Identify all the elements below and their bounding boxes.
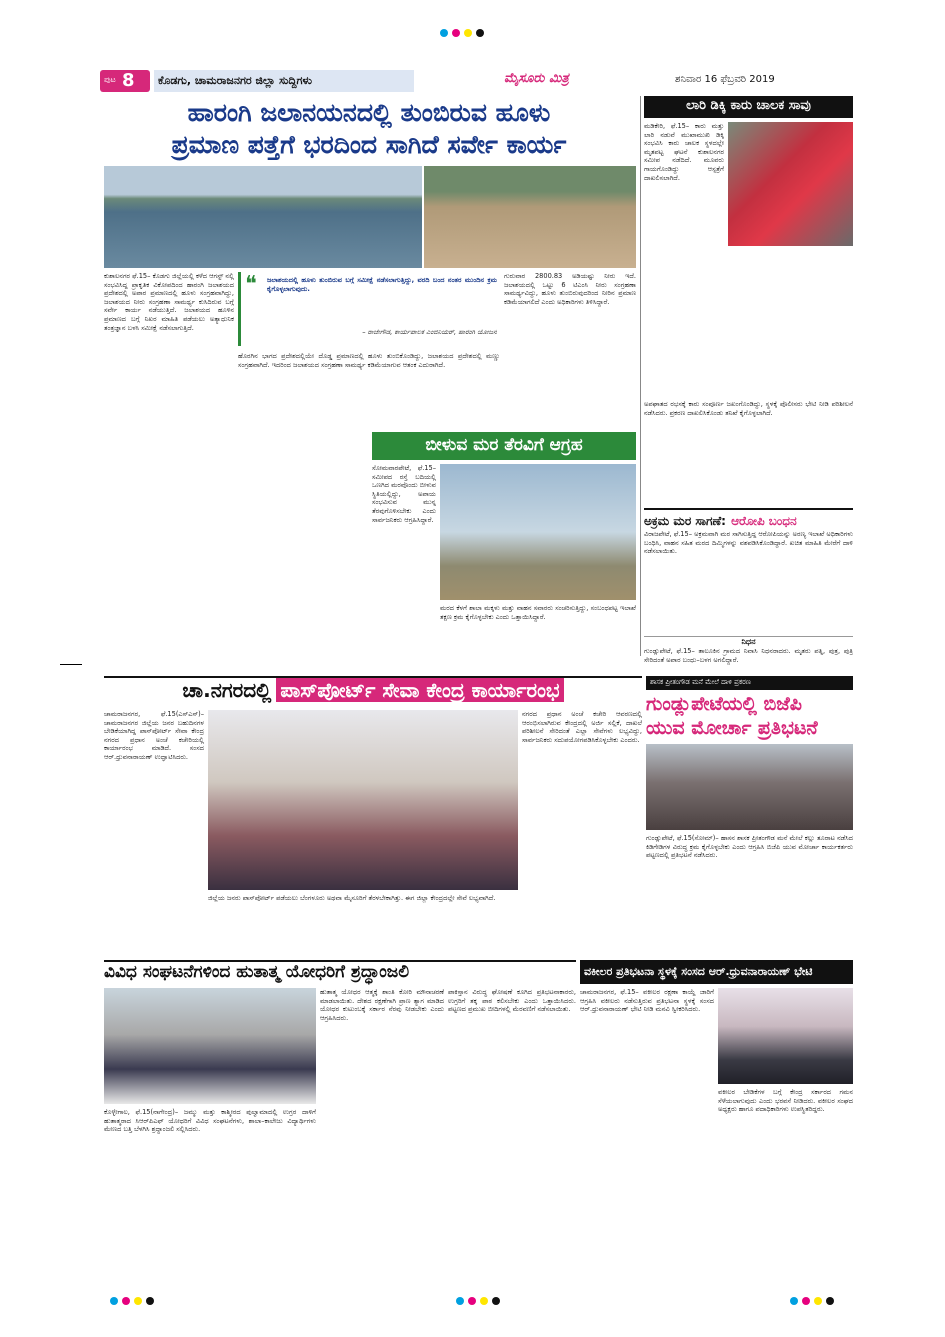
story1-quote-attribution: – ರಾಜೇಗೌಡ, ಕಾರ್ಯಪಾಲಕ ಎಂಜಿನಿಯರ್, ಹಾರಂಗಿ ಯೋಜನೆ <box>362 328 497 336</box>
story8-headline: ವಕೀಲರ ಪ್ರತಿಭಟನಾ ಸ್ಥಳಕ್ಕೆ ಸಂಸದ ಆರ್.ಧ್ರುವನಾರಾಯಣ್ ಭೇಟಿ <box>584 965 813 978</box>
story6-headline-line1: ಗುಂಡ್ಲುಪೇಟೆಯಲ್ಲಿ ಬಿಜೆಪಿ <box>646 693 802 715</box>
story5-body-bottom: ಜಿಲ್ಲೆಯ ಜನರು ಪಾಸ್‌ಪೋರ್ಟ್ ಪಡೆಯಲು ಬೆಂಗಳೂರು ಅಥವಾ ಮೈಸೂರಿಗೆ ತೆರಳಬೇಕಾಗಿತ್ತು. ಈಗ ಜಿಲ್ಲಾ ಕೇಂದ್ರದಲ್ಲೇ ಸೇವೆ ಲಭ್ಯವಾಗಿದೆ. <box>208 894 496 902</box>
registration-dots-left <box>110 1290 158 1309</box>
story4-headline: ಬೀಳುವ ಮರ ತೆರವಿಗೆ ಆಗ್ರಹ <box>425 435 583 455</box>
story6-photo-protest <box>646 744 853 830</box>
story7-body: ಕೊಳ್ಳೇಗಾಲ, ಫೆ.15(ನಾಗೇಂದ್ರ)– ಜಮ್ಮು ಮತ್ತು ಕಾಶ್ಮೀರದ ಪುಲ್ವಾಮಾದಲ್ಲಿ ಉಗ್ರರ ದಾಳಿಗೆ ಹುತಾತ್ಮರಾದ ಸಿಆರ್‌ಪಿಎಫ್ ಯೋಧರಿಗೆ ವಿವಿಧ ಸಂಘಟನೆಗಳು, ಶಾಲಾ–ಕಾಲೇಜು ವಿದ್ಯಾರ್ಥಿಗಳು ಮೇಣದ ಬತ್ತಿ ಬೆಳಗಿಸಿ ಶ್ರದ್ಧಾಂಜಲಿ ಸಲ್ಲಿಸಿದರು. <box>104 1108 316 1134</box>
registration-dots-bottom <box>456 1290 504 1309</box>
story4-body: ಸೋಮವಾರಪೇಟೆ, ಫೆ.15– ಸಮೀಪದ ರಸ್ತೆ ಬದಿಯಲ್ಲಿ ಒಣಗಿದ ಮರವೊಂದು ಬೀಳುವ ಸ್ಥಿತಿಯಲ್ಲಿದ್ದು, ಅಪಾಯ ಸಂಭವಿಸುವ ಮುನ್ನ ತೆರವುಗೊಳಿಸಬೇಕು ಎಂದು ಸಾರ್ವಜನಿಕರು ಆಗ್ರಹಿಸಿದ್ದಾರೆ. <box>372 464 436 524</box>
story1-body-mid: ಹೊರಗಿನ ಭಾಗದ ಪ್ರದೇಶದಲ್ಲಿಯೇ ದೊಡ್ಡ ಪ್ರಮಾಣದಲ್ಲಿ ಹೂಳು ತುಂಬಿಕೊಂಡಿದ್ದು, ಜಲಾಶಯದ ಪ್ರದೇಶದಲ್ಲಿ ಮಣ್ಣು ಸಂಗ್ರಹವಾಗಿದೆ. ಇದರಿಂದ ಜಲಾಶಯದ ಸಂಗ್ರಹಣಾ ಸಾಮರ್ಥ್ಯ ಕಡಿಮೆಯಾಗುವ ಆತಂಕ ಎದುರಾಗಿದೆ. <box>238 352 500 369</box>
story4-photo-tree <box>440 464 636 600</box>
section-title: ಕೊಡಗು, ಚಾಮರಾಜನಗರ ಜಿಲ್ಲಾ ಸುದ್ದಿಗಳು <box>154 70 414 92</box>
story6-kicker-box <box>646 676 853 690</box>
story8-photo-memorandum <box>718 988 853 1084</box>
obituary-box <box>644 636 853 666</box>
story5-headline-a: ಚಾ.ನಗರದಲ್ಲಿ <box>182 678 272 702</box>
quote-mark-icon: ❝ <box>245 272 257 297</box>
story1-headline-line1: ಹಾರಂಗಿ ಜಲಾನಯನದಲ್ಲಿ ತುಂಬಿರುವ ಹೂಳು <box>187 98 551 127</box>
page-number: 8 <box>122 70 135 91</box>
story6-headline-line2: ಯುವ ಮೋರ್ಚಾ ಪ್ರತಿಭಟನೆ <box>646 717 818 739</box>
story1-photo-survey <box>424 166 636 268</box>
story7-headline-text: ವಿವಿಧ ಸಂಘಟನೆಗಳಿಂದ ಹುತಾತ್ಮ ಯೋಧರಿಗೆ ಶ್ರದ್ಧಾಂಜಲಿ <box>104 962 410 982</box>
story1-body-right: ಗುರುವಾರ 2800.83 ಅಡಿಯಷ್ಟು ನೀರು ಇದೆ. ಜಲಾಶಯದಲ್ಲಿ ಒಟ್ಟು 6 ಟಿಎಂಸಿ ನೀರು ಸಂಗ್ರಹಣಾ ಸಾಮರ್ಥ್ಯವಿದ್ದು, ಹೂಳು ತುಂಬಿರುವುದರಿಂದ ನೀರಿನ ಪ್ರಮಾಣ ಕಡಿಮೆಯಾಗಲಿದೆ ಎಂದು ಅಧಿಕಾರಿಗಳು ತಿಳಿಸಿದ್ದಾರೆ. <box>504 272 636 306</box>
story2-headline: ಲಾರಿ ಡಿಕ್ಕಿ ಕಾರು ಚಾಲಕ ಸಾವು <box>686 98 811 113</box>
story1-quote-box <box>238 272 500 346</box>
story7-photo-students <box>104 988 316 1104</box>
story5-headline <box>104 676 642 706</box>
story2-headline-box <box>644 96 853 118</box>
story6-kicker: ಶಾಸಕ ಪ್ರೀತಂಗೌಡ ಮನೆ ಮೇಲೆ ದಾಳಿ ಪ್ರಕರಣ <box>650 678 751 686</box>
page-label: ಪುಟ <box>104 75 116 84</box>
story1-headline-line2: ಪ್ರಮಾಣ ಪತ್ತೆಗೆ ಭರದಿಂದ ಸಾಗಿದೆ ಸರ್ವೇ ಕಾರ್ಯ <box>171 130 567 159</box>
story8-body-right: ವಕೀಲರ ಬೇಡಿಕೆಗಳ ಬಗ್ಗೆ ಕೇಂದ್ರ ಸರ್ಕಾರದ ಗಮನ ಸೆಳೆಯಲಾಗುವುದು ಎಂದು ಭರವಸೆ ನೀಡಿದರು. ವಕೀಲರ ಸಂಘದ ಅಧ್ಯಕ್ಷರು ಹಾಗೂ ಪದಾಧಿಕಾರಿಗಳು ಉಪಸ್ಥಿತರಿದ್ದರು. <box>718 1088 853 1114</box>
story5-headline-b: ಪಾಸ್‌ಪೋರ್ಟ್ ಸೇವಾ ಕೇಂದ್ರ ಕಾರ್ಯಾರಂಭ <box>276 678 563 702</box>
story8-body: ಚಾಮರಾಜನಗರ, ಫೆ.15– ವಕೀಲರ ರಕ್ಷಣಾ ಕಾಯ್ದೆ ಜಾರಿಗೆ ಆಗ್ರಹಿಸಿ ವಕೀಲರು ನಡೆಸುತ್ತಿರುವ ಪ್ರತಿಭಟನಾ ಸ್ಥಳಕ್ಕೆ ಸಂಸದ ಆರ್.ಧ್ರುವನಾರಾಯಣ್ ಭೇಟಿ ನೀಡಿ ಮನವಿ ಸ್ವೀಕರಿಸಿದರು. <box>580 988 714 1014</box>
story3-headline-a: ಅಕ್ರಮ ಮರ ಸಾಗಣೆ: <box>644 514 726 528</box>
story6-body: ಗುಂಡ್ಲುಪೇಟೆ, ಫೆ.15(ಸೋಮ್)– ಹಾಸನ ಶಾಸಕ ಪ್ರೀತಂಗೌಡ ಮನೆ ಮೇಲೆ ಕಲ್ಲು ತೂರಾಟ ನಡೆಸಿದ ಕಿಡಿಗೇಡಿಗಳ ವಿರುದ್ಧ ಕ್ರಮ ಕೈಗೊಳ್ಳಬೇಕು ಎಂದು ಆಗ್ರಹಿಸಿ ಬಿಜೆಪಿ ಯುವ ಮೋರ್ಚಾ ಕಾರ್ಯಕರ್ತರು ಪಟ್ಟಣದಲ್ಲಿ ಪ್ರತಿಭಟನೆ ನಡೆಸಿದರು. <box>646 834 853 860</box>
story7-body-mid: ಹುತಾತ್ಮ ಯೋಧರ ಆತ್ಮಕ್ಕೆ ಶಾಂತಿ ಕೋರಿ ಮೌನಾಚರಣೆ ಮಾಡಲಾಯಿತು. ದೇಶದ ರಕ್ಷಣೆಗಾಗಿ ಪ್ರಾಣ ತ್ಯಾಗ ಮಾಡಿದ ಯೋಧರ ಕುಟುಂಬಕ್ಕೆ ಸರ್ಕಾರ ನೆರವು ನೀಡಬೇಕು ಎಂದು ಆಗ್ರಹಿಸಿದರು. <box>320 988 444 1022</box>
story7-body-right: ಪಾಕಿಸ್ತಾನ ವಿರುದ್ಧ ಘೋಷಣೆ ಕೂಗಿದ ಪ್ರತಿಭಟನಾಕಾರರು, ಉಗ್ರರಿಗೆ ತಕ್ಕ ಪಾಠ ಕಲಿಸಬೇಕು ಎಂದು ಒತ್ತಾಯಿಸಿದರು. ಪಟ್ಟಣದ ಪ್ರಮುಖ ಬೀದಿಗಳಲ್ಲಿ ಮೆರವಣಿಗೆ ನಡೆಸಲಾಯಿತು. <box>448 988 576 1014</box>
story5-body-left: ಚಾಮರಾಜನಗರ, ಫೆ.15(ಎಸ್‌ಎಸ್)– ಚಾಮರಾಜನಗರ ಜಿಲ್ಲೆಯ ಜನರ ಬಹುದಿನಗಳ ಬೇಡಿಕೆಯಾಗಿದ್ದ ಪಾಸ್‌ಪೋರ್ಟ್ ಸೇವಾ ಕೇಂದ್ರ ನಗರದ ಪ್ರಧಾನ ಅಂಚೆ ಕಚೇರಿಯಲ್ಲಿ ಕಾರ್ಯಾರಂಭ ಮಾಡಿದೆ. ಸಂಸದ ಆರ್.ಧ್ರುವನಾರಾಯಣ್ ಉದ್ಘಾಟಿಸಿದರು. <box>104 710 204 761</box>
page-number-box <box>100 70 150 92</box>
paper-name: ಮೈಸೂರು ಮಿತ್ರ <box>504 71 569 86</box>
story8-headline-box <box>580 960 853 984</box>
masthead <box>100 70 853 94</box>
story3-body: ವಿರಾಜಪೇಟೆ, ಫೆ.15– ಅಕ್ರಮವಾಗಿ ಮರ ಸಾಗಿಸುತ್ತಿದ್ದ ಆರೋಪಿಯನ್ನು ಅರಣ್ಯ ಇಲಾಖೆ ಅಧಿಕಾರಿಗಳು ಬಂಧಿಸಿ, ವಾಹನ ಸಹಿತ ಮರದ ದಿಮ್ಮಿಗಳನ್ನು ವಶಪಡಿಸಿಕೊಂಡಿದ್ದಾರೆ. ಖಚಿತ ಮಾಹಿತಿ ಮೇರೆಗೆ ದಾಳಿ ನಡೆಸಲಾಯಿತು. <box>644 530 853 556</box>
issue-date: ಶನಿವಾರ 16 ಫೆಬ್ರವರಿ 2019 <box>675 74 775 85</box>
story1-quote: ಜಲಾಶಯದಲ್ಲಿ ಹೂಳು ತುಂಬಿರುವ ಬಗ್ಗೆ ಸಮೀಕ್ಷೆ ನಡೆಸಲಾಗುತ್ತಿದ್ದು, ವರದಿ ಬಂದ ನಂತರ ಮುಂದಿನ ಕ್ರಮ ಕೈಗೊಳ್ಳಲಾಗುವುದು. <box>267 276 497 293</box>
story7-headline <box>104 960 576 984</box>
registration-dots-top <box>440 22 488 41</box>
obituary-body: ಗುಂಡ್ಲುಪೇಟೆ, ಫೆ.15– ತಾಲೂಕಿನ ಗ್ರಾಮದ ನಿವಾಸಿ ನಿಧನರಾದರು. ಮೃತರು ಪತ್ನಿ, ಪುತ್ರ, ಪುತ್ರಿ ಸೇರಿದಂತೆ ಅಪಾರ ಬಂಧು–ಬಳಗ ಅಗಲಿದ್ದಾರೆ. <box>644 647 853 664</box>
story4-body-bottom: ಮರದ ಕೆಳಗೆ ಶಾಲಾ ಮಕ್ಕಳು ಮತ್ತು ವಾಹನ ಸವಾರರು ಸಂಚರಿಸುತ್ತಿದ್ದು, ಸಂಬಂಧಪಟ್ಟ ಇಲಾಖೆ ತಕ್ಷಣ ಕ್ರಮ ಕೈಗೊಳ್ಳಬೇಕು ಎಂದು ಒತ್ತಾಯಿಸಿದ್ದಾರೆ. <box>440 604 636 621</box>
story2-photo-car <box>728 122 853 246</box>
story5-photo-inauguration <box>208 710 518 890</box>
story1-photo-reservoir <box>104 166 422 268</box>
story5-body-right: ನಗರದ ಪ್ರಧಾನ ಅಂಚೆ ಕಚೇರಿ ಆವರಣದಲ್ಲಿ ಆರಂಭಿಸಲಾಗಿರುವ ಕೇಂದ್ರದಲ್ಲಿ ಅರ್ಜಿ ಸಲ್ಲಿಕೆ, ದಾಖಲೆ ಪರಿಶೀಲನೆ ಸೇರಿದಂತೆ ಎಲ್ಲಾ ಸೇವೆಗಳು ಲಭ್ಯವಿದ್ದು, ಸಾರ್ವಜನಿಕರು ಸದುಪಯೋಗಪಡಿಸಿಕೊಳ್ಳಬೇಕು ಎಂದರು. <box>522 710 642 744</box>
obituary-title: ನಿಧನ <box>741 637 756 646</box>
column-rule <box>640 96 641 656</box>
registration-dots-right <box>790 1290 838 1309</box>
story2-body-top: ಮಡಿಕೇರಿ, ಫೆ.15– ಕಾರು ಮತ್ತು ಲಾರಿ ನಡುವೆ ಮುಖಾಮುಖಿ ಡಿಕ್ಕಿ ಸಂಭವಿಸಿ ಕಾರು ಚಾಲಕ ಸ್ಥಳದಲ್ಲೇ ಮೃತಪಟ್ಟ ಘಟನೆ ಕುಶಾಲನಗರ ಸಮೀಪ ನಡೆದಿದೆ. ಮೂವರು ಗಾಯಗೊಂಡಿದ್ದು ಆಸ್ಪತ್ರೆಗೆ ದಾಖಲಿಸಲಾಗಿದೆ. <box>644 122 724 182</box>
story2-body-bottom: ಅಪಘಾತದ ರಭಸಕ್ಕೆ ಕಾರು ಸಂಪೂರ್ಣ ಜಖಂಗೊಂಡಿದ್ದು, ಸ್ಥಳಕ್ಕೆ ಪೊಲೀಸರು ಭೇಟಿ ನೀಡಿ ಪರಿಶೀಲನೆ ನಡೆಸಿದರು. ಪ್ರಕರಣ ದಾಖಲಿಸಿಕೊಂಡು ತನಿಖೆ ಕೈಗೊಳ್ಳಲಾಗಿದೆ. <box>644 400 853 417</box>
story3-headline-b: ಆರೋಪಿ ಬಂಧನ <box>731 514 797 528</box>
story1-body-left: ಕುಶಾಲನಗರ ಫೆ.15– ಕೊಡಗು ಜಿಲ್ಲೆಯಲ್ಲಿ ಕಳೆದ ಆಗಸ್ಟ್ ನಲ್ಲಿ ಸಂಭವಿಸಿದ್ದ ಪ್ರಾಕೃತಿಕ ವಿಕೋಪದಿಂದ ಹಾರಂಗಿ ಜಲಾಶಯದ ಪ್ರದೇಶದಲ್ಲಿ ಅಪಾರ ಪ್ರಮಾಣದಲ್ಲಿ ಹೂಳು ಸಂಗ್ರಹವಾಗಿದ್ದು, ಜಲಾಶಯದ ನೀರು ಸಂಗ್ರಹಣಾ ಸಾಮರ್ಥ್ಯ ಕುಸಿದಿರುವ ಬಗ್ಗೆ ಸರ್ವೇ ಕಾರ್ಯ ನಡೆಯುತ್ತಿದೆ. ಜಲಾಶಯದ ಹೂಳಿನ ಪ್ರಮಾಣದ ಬಗ್ಗೆ ನಿಖರ ಮಾಹಿತಿ ಪಡೆಯಲು ಅತ್ಯಾಧುನಿಕ ತಂತ್ರಜ್ಞಾನ ಬಳಸಿ ಸಮೀಕ್ಷೆ ನಡೆಸಲಾಗುತ್ತಿದೆ. <box>104 272 234 332</box>
story3-headline <box>644 508 853 526</box>
crop-mark <box>60 664 82 665</box>
story4-headline-box <box>372 432 636 460</box>
